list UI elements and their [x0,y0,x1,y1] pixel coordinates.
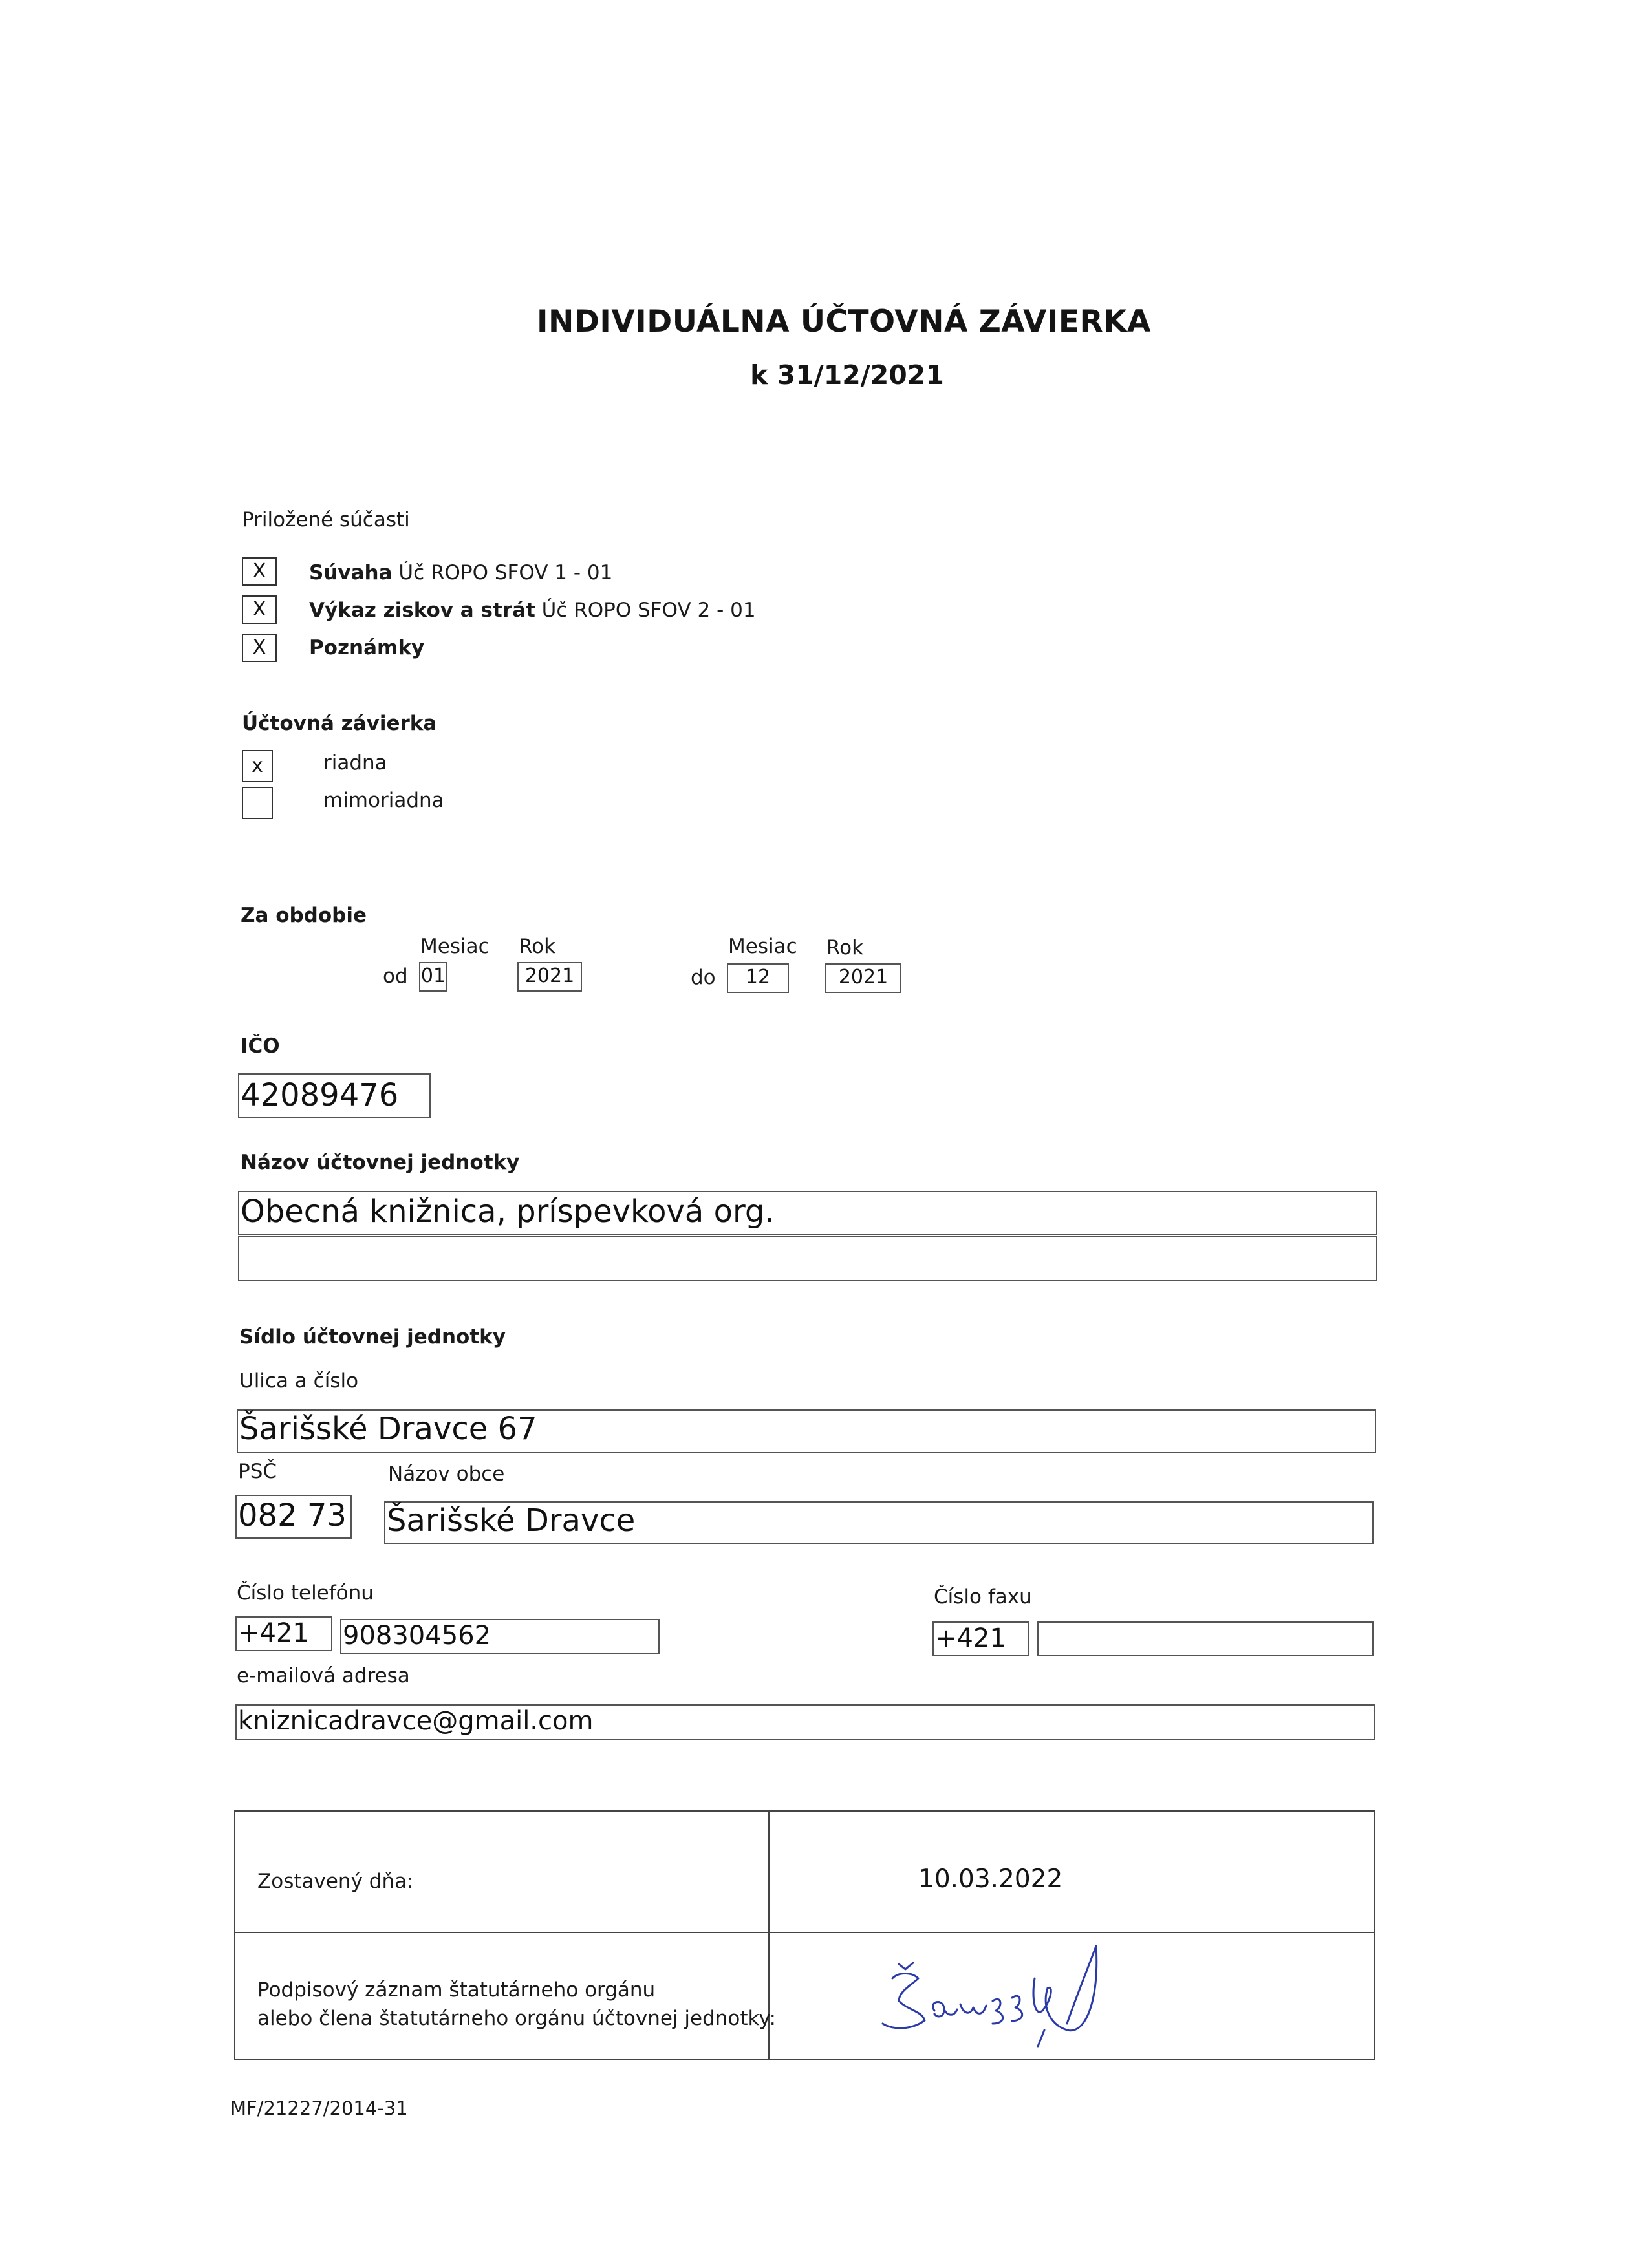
period-from-month-field[interactable]: 01 [419,962,447,992]
entity-name-field-line1[interactable] [238,1191,1377,1235]
statement-type-checkbox-extraordinary[interactable] [242,787,273,819]
city-field[interactable] [384,1501,1374,1544]
period-to-label: do [691,966,716,989]
document-title: INDIVIDUÁLNA ÚČTOVNÁ ZÁVIERKA [537,304,1151,339]
street-value: Šarišské Dravce 67 [239,1411,537,1447]
attachment-code: Úč ROPO SFOV 2 - 01 [541,599,756,622]
phone-number-field[interactable] [340,1619,660,1654]
period-from-year-field[interactable]: 2021 [517,962,582,992]
statement-type-label-extraordinary: mimoriadna [323,789,444,812]
psc-value: 082 73 [238,1497,347,1534]
entity-name-field-line2[interactable] [238,1236,1377,1281]
fax-prefix-field[interactable] [932,1621,1029,1656]
email-field[interactable] [235,1704,1375,1740]
period-to-month-label: Mesiac [728,935,797,958]
entity-name-label: Názov účtovnej jednotky [241,1151,520,1174]
compiled-date-label: Zostavený dňa: [257,1870,414,1893]
attachment-item-poznamky [309,636,424,659]
period-heading: Za obdobie [241,904,367,927]
form-reference: MF/21227/2014-31 [230,2097,408,2119]
statement-type-label-regular: riadna [323,751,387,775]
statement-type-heading: Účtovná závierka [242,712,437,735]
phone-label: Číslo telefónu [237,1581,374,1605]
document-date: k 31/12/2021 [750,359,944,390]
handwritten-signature [873,1933,1119,2056]
street-field[interactable] [237,1409,1376,1453]
attachments-heading: Priložené súčasti [242,508,410,531]
attachment-item-suvaha [309,561,612,584]
signature-label-line1: Podpisový záznam štatutárneho orgánu [257,1978,656,2002]
signature-label-line2: alebo člena štatutárneho orgánu účtovnej jednotky: [257,2007,776,2030]
attachment-name: Súvaha [309,561,393,584]
period-to-month-field[interactable]: 12 [727,963,789,993]
psc-field[interactable] [235,1495,352,1539]
signature-label [257,1976,776,2033]
statement-type-checkbox-regular[interactable]: x [242,750,273,782]
street-label: Ulica a číslo [239,1369,359,1393]
entity-name-value: Obecná knižnica, príspevková org. [241,1193,775,1230]
email-value: kniznicadravce@gmail.com [238,1706,594,1736]
psc-label: PSČ [238,1460,277,1483]
attachment-name: Výkaz ziskov a strát [309,599,535,622]
phone-number-value: 908304562 [343,1621,491,1651]
compiled-date-value: 10.03.2022 [918,1865,1063,1894]
attachment-code: Úč ROPO SFOV 1 - 01 [398,561,613,584]
period-to-year-field[interactable]: 2021 [825,963,901,993]
attachment-name: Poznámky [309,636,425,659]
city-label: Názov obce [388,1462,505,1486]
phone-prefix-field[interactable] [235,1616,332,1651]
city-value: Šarišské Dravce [387,1503,636,1539]
address-heading: Sídlo účtovnej jednotky [239,1325,506,1349]
period-from-label: od [383,965,408,988]
attachment-checkbox-vykaz[interactable]: X [242,595,277,624]
ico-value: 42089476 [241,1077,399,1113]
phone-prefix-value: +421 [238,1618,309,1648]
fax-label: Číslo faxu [934,1585,1032,1609]
attachment-checkbox-suvaha[interactable]: X [242,557,277,586]
fax-number-field[interactable] [1037,1621,1374,1656]
attachment-item-vykaz [309,599,756,622]
period-from-year-label: Rok [519,935,556,958]
ico-field[interactable] [238,1073,431,1118]
period-from-month-label: Mesiac [420,935,490,958]
fax-prefix-value: +421 [935,1623,1006,1653]
ico-label: IČO [241,1034,280,1058]
signature-table-divider-horizontal [234,1932,1375,1933]
period-to-year-label: Rok [826,936,864,959]
attachment-checkbox-poznamky[interactable]: X [242,634,277,662]
email-label: e-mailová adresa [237,1664,410,1687]
